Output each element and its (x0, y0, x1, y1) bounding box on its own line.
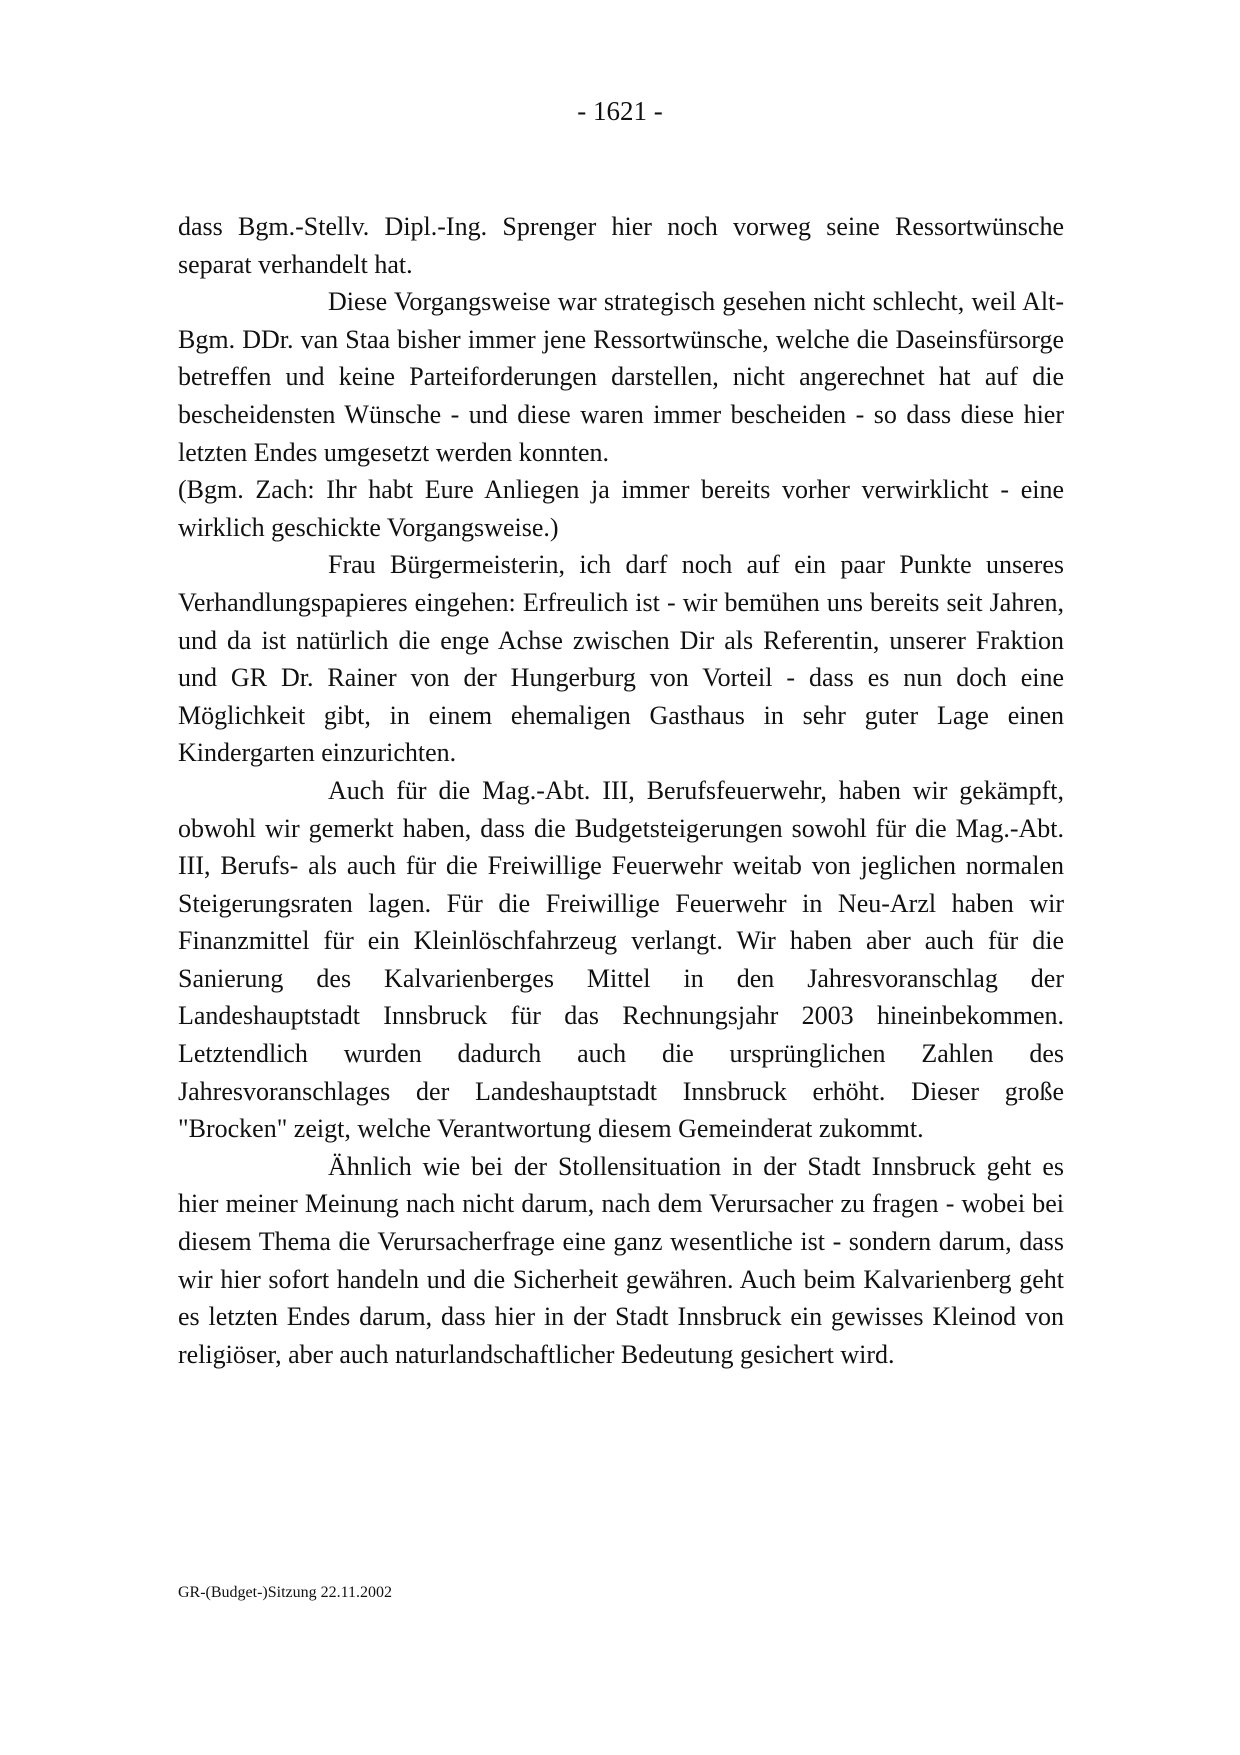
paragraph: Auch für die Mag.-Abt. III, Berufsfeuerwehr, haben wir gekämpft, obwohl wir gemerkt haben, dass die Budgetsteigerungen sowohl für die Mag.-Abt. III, Berufs- als auch für die Freiwillige Feuerwehr weitab von jeglichen normalen Steigerungsraten lagen. Für die Freiwillige Feuerwehr in Neu-Arzl haben wir Finanzmittel für ein Kleinlöschfahrzeug verlangt. Wir haben aber auch für die Sanierung des Kalvarienberges Mittel in den Jahresvoranschlag der Landeshauptstadt Innsbruck für das Rechnungsjahr 2003 hineinbekommen. Letztendlich wurden dadurch auch die ursprünglichen Zahlen des Jahresvoranschlages der Landeshauptstadt Innsbruck erhöht. Dieser große "Brocken" zeigt, welche Verantwortung diesem Gemeinderat zukommt. (178, 775, 1064, 1144)
paragraph: dass Bgm.-Stellv. Dipl.-Ing. Sprenger hier noch vorweg seine Ressortwünsche separat verhandelt hat. (178, 212, 1064, 279)
paragraph: Frau Bürgermeisterin, ich darf noch auf ein paar Punkte unseres Verhandlungspapieres eingehen: Erfreulich ist - wir bemühen uns bereits seit Jahren, und da ist natürlich die enge Achse zwischen Dir als Referentin, unserer Fraktion und GR Dr. Rainer von der Hungerburg von Vorteil - dass es nun doch eine Möglichkeit gibt, in einem ehemaligen Gasthaus in sehr guter Lage einen Kindergarten einzurichten. (178, 550, 1064, 768)
page-number: - 1621 - (577, 96, 663, 126)
interjection-paragraph: (Bgm. Zach: Ihr habt Eure Anliegen ja immer bereits vorher verwirklicht - eine wirklich geschickte Vorgangsweise.) (178, 475, 1064, 542)
paragraph: Diese Vorgangsweise war strategisch gesehen nicht schlecht, weil Alt-Bgm. DDr. van Staa bisher immer jene Ressortwünsche, welche die Daseinsfürsorge betreffen und keine Parteiforderungen darstellen, nicht angerechnet hat auf die bescheidensten Wünsche - und diese waren immer bescheiden - so dass diese hier letzten Endes umgesetzt werden konnten. (178, 287, 1064, 467)
page-footer: GR-(Budget-)Sitzung 22.11.2002 (178, 1584, 393, 1601)
paragraph: Ähnlich wie bei der Stollensituation in der Stadt Innsbruck geht es hier meiner Meinung nach nicht darum, nach dem Verursacher zu fragen - wobei bei diesem Thema die Verursacherfrage eine ganz wesentliche ist - sondern darum, dass wir hier sofort handeln und die Sicherheit gewähren. Auch beim Kalvarienberg geht es letzten Endes darum, dass hier in der Stadt Innsbruck ein gewisses Kleinod von religiöser, aber auch naturlandschaftlicher Bedeutung gesichert wird. (178, 1151, 1064, 1369)
document-body (178, 208, 1064, 1373)
